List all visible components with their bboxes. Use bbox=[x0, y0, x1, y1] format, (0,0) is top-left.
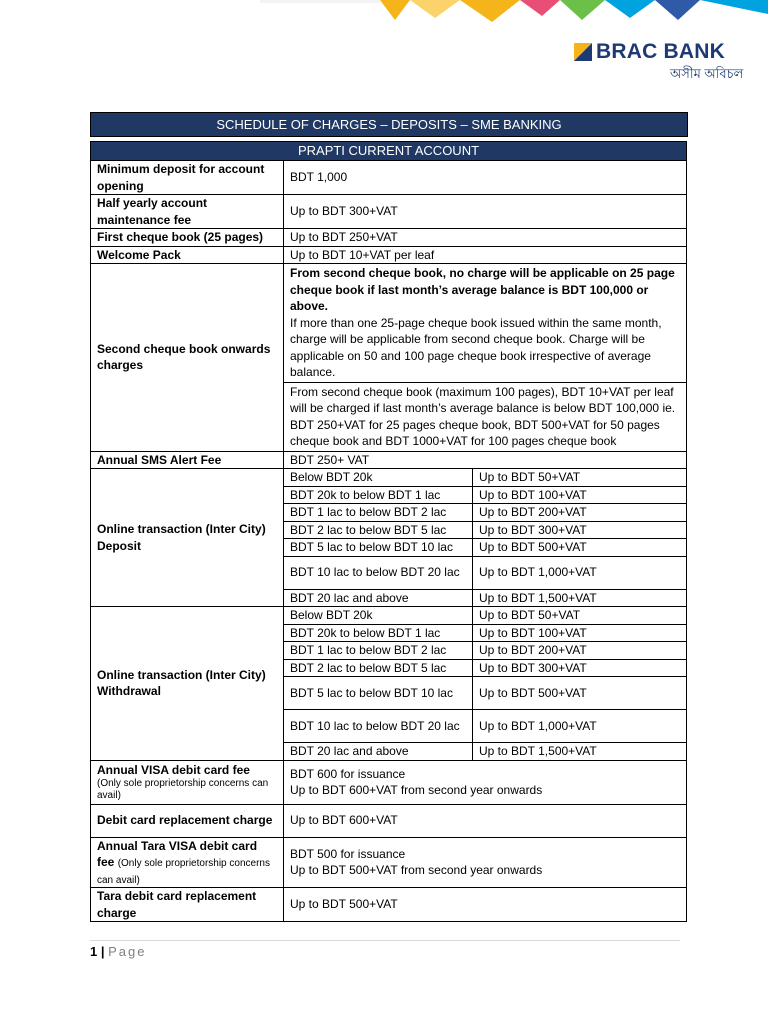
row-value: Up to BDT 600+VAT bbox=[284, 804, 687, 837]
visa-debit-note: (Only sole proprietorship concerns can avail) bbox=[97, 778, 269, 802]
document-title: SCHEDULE OF CHARGES – DEPOSITS – SME BANKING bbox=[90, 112, 688, 137]
tier-slab: BDT 20 lac and above bbox=[284, 589, 473, 607]
decorative-color-band bbox=[260, 0, 768, 22]
tier-fee: Up to BDT 100+VAT bbox=[473, 624, 687, 642]
page-word: Page bbox=[108, 944, 147, 959]
brac-bank-logo bbox=[574, 40, 744, 90]
row-label: Welcome Pack bbox=[91, 246, 284, 264]
tier-slab: BDT 20k to below BDT 1 lac bbox=[284, 486, 473, 504]
visa-debit-label: Annual VISA debit card fee bbox=[97, 762, 250, 777]
row-value: Up to BDT 500+VAT bbox=[284, 888, 687, 922]
tara-visa-renewal: Up to BDT 500+VAT from second year onwards bbox=[290, 863, 543, 878]
table-row bbox=[91, 469, 687, 487]
row-value: From second cheque book (maximum 100 pages), BDT 10+VAT per leaf will be charged if last month’s average balance is below BDT 100,000 ie. BDT 250+VAT for 25 pages cheque book, BDT 500+VAT for 50 pages cheque book and BDT 1000+VAT for 100 pages cheque book bbox=[284, 382, 687, 451]
row-label: Minimum deposit for account opening bbox=[91, 161, 284, 195]
tier-fee: Up to BDT 200+VAT bbox=[473, 504, 687, 522]
section-title: PRAPTI CURRENT ACCOUNT bbox=[91, 142, 687, 161]
row-label: Half yearly account maintenance fee bbox=[91, 195, 284, 229]
tier-fee: Up to BDT 100+VAT bbox=[473, 486, 687, 504]
brand-name: BRAC BANK bbox=[596, 40, 725, 63]
table-row bbox=[91, 837, 687, 888]
tier-slab: BDT 5 lac to below BDT 10 lac bbox=[284, 539, 473, 557]
visa-debit-renewal: Up to BDT 600+VAT from second year onwards bbox=[290, 783, 543, 797]
tier-slab: BDT 1 lac to below BDT 2 lac bbox=[284, 504, 473, 522]
footer-divider bbox=[90, 940, 680, 941]
tier-fee: Up to BDT 500+VAT bbox=[473, 677, 687, 710]
row-value bbox=[284, 760, 687, 804]
tier-slab: BDT 1 lac to below BDT 2 lac bbox=[284, 642, 473, 660]
row-label: Online transaction (Inter City) Deposit bbox=[91, 469, 284, 607]
tara-visa-issuance: BDT 500 for issuance bbox=[290, 846, 406, 861]
tier-fee: Up to BDT 1,500+VAT bbox=[473, 743, 687, 761]
page-footer bbox=[90, 944, 147, 959]
tier-slab: BDT 10 lac to below BDT 20 lac bbox=[284, 556, 473, 589]
table-row bbox=[91, 804, 687, 837]
row-value bbox=[284, 837, 687, 888]
tier-fee: Up to BDT 500+VAT bbox=[473, 539, 687, 557]
tier-fee: Up to BDT 300+VAT bbox=[473, 521, 687, 539]
table-row bbox=[91, 246, 687, 264]
page-separator: | bbox=[100, 944, 105, 959]
tier-fee: Up to BDT 1,000+VAT bbox=[473, 710, 687, 743]
table-row bbox=[91, 229, 687, 247]
tier-fee: Up to BDT 300+VAT bbox=[473, 659, 687, 677]
tara-visa-note: (Only sole proprietorship concerns can avail) bbox=[97, 858, 270, 886]
tier-slab: BDT 20k to below BDT 1 lac bbox=[284, 624, 473, 642]
row-label bbox=[91, 760, 284, 804]
brand-tagline: অসীম অবিচল bbox=[670, 66, 744, 81]
row-value: BDT 250+ VAT bbox=[284, 451, 687, 469]
table-row bbox=[91, 161, 687, 195]
tier-slab: Below BDT 20k bbox=[284, 469, 473, 487]
charges-table bbox=[90, 141, 687, 922]
row-label: Debit card replacement charge bbox=[91, 804, 284, 837]
row-value bbox=[284, 264, 687, 383]
second-cheque-detail: If more than one 25-page cheque book issued within the same month, charge will be applicable from second cheque book. Charge will be applicable on 50 and 100 page cheque book irrespective of average balance. bbox=[290, 315, 662, 379]
table-row bbox=[91, 760, 687, 804]
table-row bbox=[91, 888, 687, 922]
tier-slab: Below BDT 20k bbox=[284, 607, 473, 625]
table-row bbox=[91, 264, 687, 383]
tier-fee: Up to BDT 50+VAT bbox=[473, 469, 687, 487]
visa-debit-issuance: BDT 600 for issuance bbox=[290, 766, 406, 781]
row-label: Online transaction (Inter City) Withdrawal bbox=[91, 607, 284, 761]
row-value: Up to BDT 10+VAT per leaf bbox=[284, 246, 687, 264]
row-label bbox=[91, 837, 284, 888]
row-value: Up to BDT 250+VAT bbox=[284, 229, 687, 247]
second-cheque-condition: From second cheque book, no charge will be applicable on 25 page cheque book if last month’s average balance is BDT 100,000 or above. bbox=[290, 266, 675, 313]
tier-slab: BDT 2 lac to below BDT 5 lac bbox=[284, 659, 473, 677]
table-row bbox=[91, 195, 687, 229]
row-label: Annual SMS Alert Fee bbox=[91, 451, 284, 469]
table-row bbox=[91, 451, 687, 469]
row-label: First cheque book (25 pages) bbox=[91, 229, 284, 247]
tara-visa-label: Annual Tara VISA debit card fee bbox=[97, 838, 258, 869]
tier-fee: Up to BDT 1,500+VAT bbox=[473, 589, 687, 607]
row-value: Up to BDT 300+VAT bbox=[284, 195, 687, 229]
tier-fee: Up to BDT 50+VAT bbox=[473, 607, 687, 625]
tier-slab: BDT 10 lac to below BDT 20 lac bbox=[284, 710, 473, 743]
tier-fee: Up to BDT 1,000+VAT bbox=[473, 556, 687, 589]
tier-slab: BDT 20 lac and above bbox=[284, 743, 473, 761]
tier-slab: BDT 5 lac to below BDT 10 lac bbox=[284, 677, 473, 710]
row-label: Tara debit card replacement charge bbox=[91, 888, 284, 922]
row-label: Second cheque book onwards charges bbox=[91, 264, 284, 452]
brac-bank-logo-mark-icon bbox=[574, 43, 592, 61]
table-row bbox=[91, 607, 687, 625]
tier-fee: Up to BDT 200+VAT bbox=[473, 642, 687, 660]
table-section-header bbox=[91, 142, 687, 161]
tier-slab: BDT 2 lac to below BDT 5 lac bbox=[284, 521, 473, 539]
page-number: 1 bbox=[90, 944, 98, 959]
row-value: BDT 1,000 bbox=[284, 161, 687, 195]
